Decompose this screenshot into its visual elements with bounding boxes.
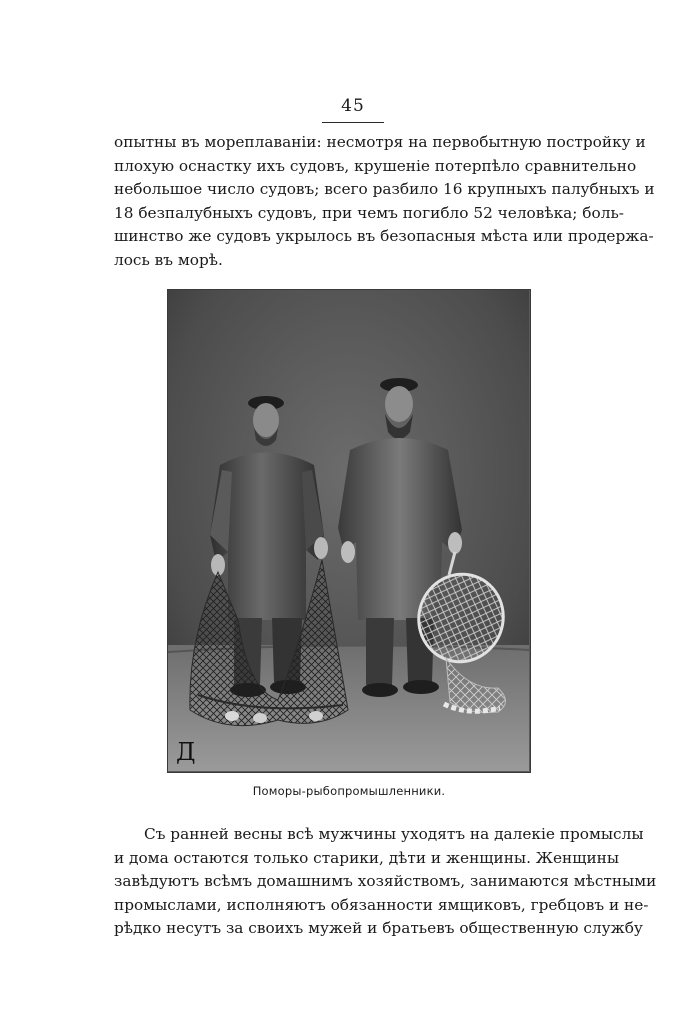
text-line: Съ ранней весны всѣ мужчины уходятъ на далекiе промыслы: [144, 825, 644, 843]
text-line: и дома остаются только старики, дѣти и женщины. Женщины: [114, 848, 620, 867]
text-line: рѣдко несутъ за своихъ мужей и братьевъ общественную службу: [114, 919, 643, 938]
paragraph-top: [114, 131, 655, 273]
text-line: лось въ морѣ.: [114, 250, 223, 269]
text-line: плохую оснастку ихъ судовъ, крушенiе потерпѣло сравнительно: [114, 156, 637, 175]
text-line: промыслами, исполняютъ обязанности ямщиковъ, гребцовъ и не-: [114, 895, 649, 914]
photo-monogram: Д: [176, 738, 196, 766]
photograph-pomor-fishermen: [167, 289, 531, 773]
figure-caption: Поморы-рыбопромышленники.: [252, 784, 446, 798]
text-line: 18 безпалубныхъ судовъ, при чемъ погибло 52 человѣка; боль-: [114, 203, 624, 222]
text-line: завѣдуютъ всѣмъ домашнимъ хозяйствомъ, занимаются мѣстными: [114, 872, 657, 891]
text-line: небольшое число судовъ; всего разбило 16 крупныхъ палубныхъ и: [114, 180, 655, 199]
text-line: опытны въ мореплаванiи: несмотря на первобытную постройку и: [114, 133, 646, 151]
page-number: 45: [341, 96, 365, 116]
paragraph-bottom: [114, 823, 657, 941]
text-line: шинство же судовъ укрылось въ безопасныя мѣста или продержа-: [114, 227, 654, 246]
page-number-rule: [322, 122, 384, 123]
